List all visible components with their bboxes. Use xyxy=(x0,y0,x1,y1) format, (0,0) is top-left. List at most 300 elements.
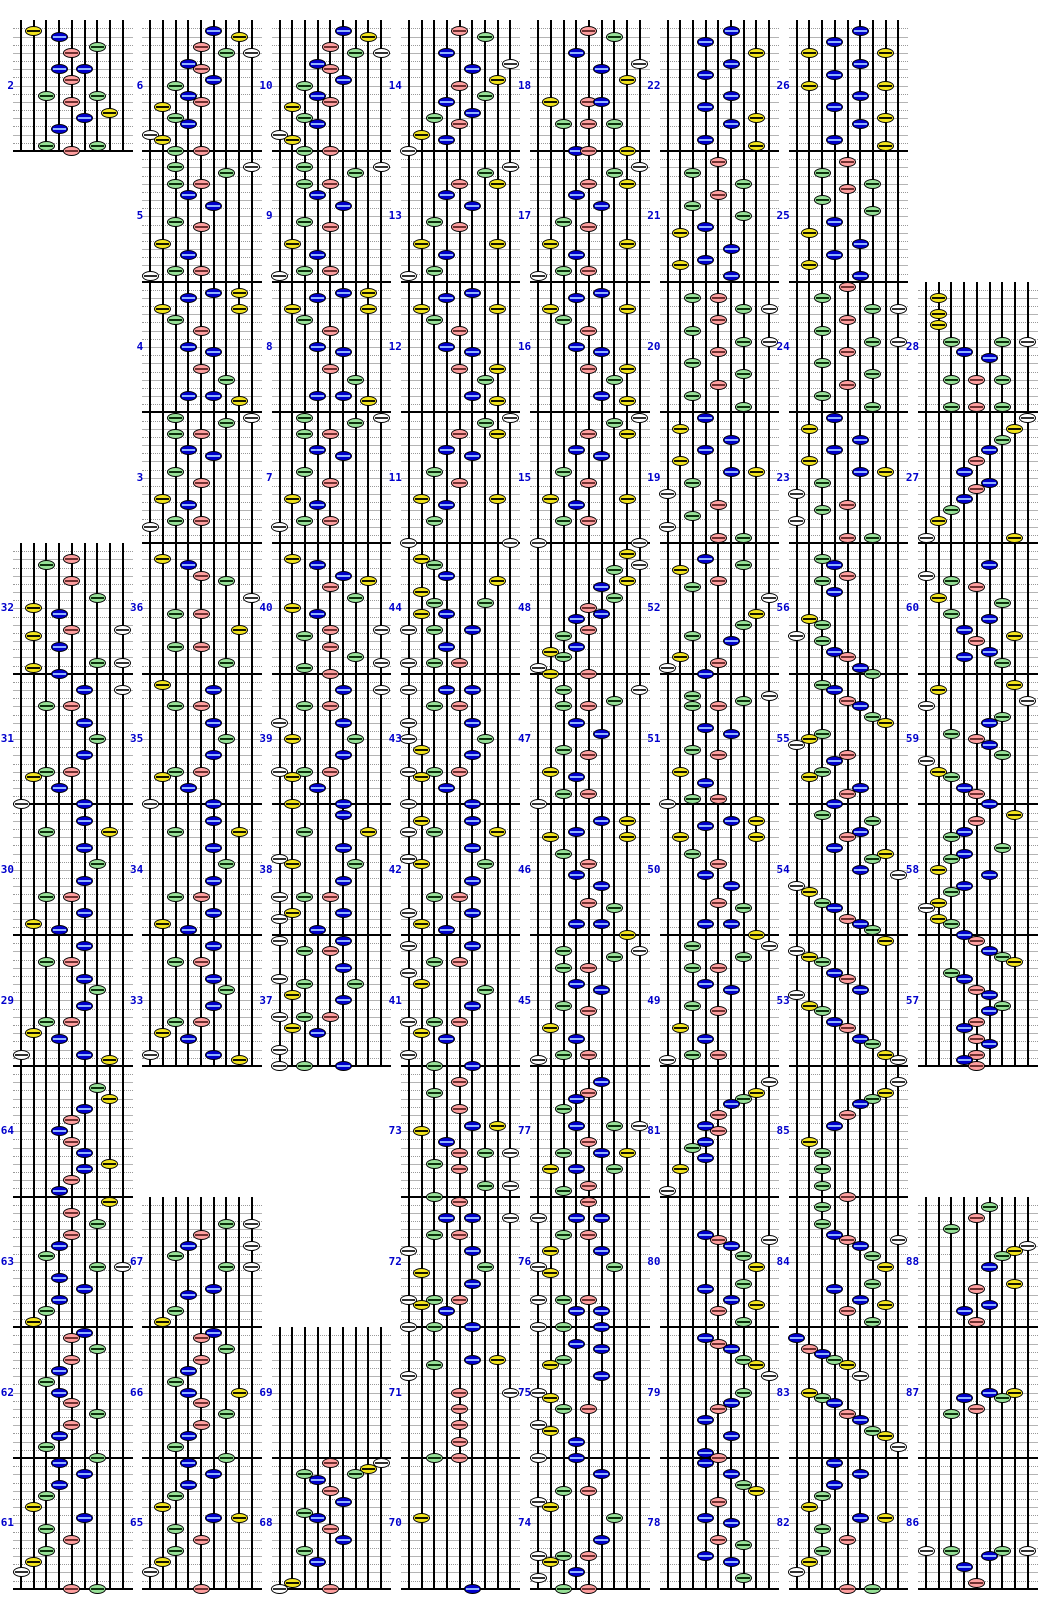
bead-stripe xyxy=(15,803,28,805)
bead-g xyxy=(814,576,831,586)
bead-stripe xyxy=(195,1402,208,1404)
string-line xyxy=(847,1066,849,1197)
bead-g xyxy=(814,1006,831,1016)
grid-line xyxy=(789,225,909,226)
bead-p xyxy=(193,326,210,336)
grid-line xyxy=(272,666,392,667)
bead-p xyxy=(63,1333,80,1343)
bead-w xyxy=(271,1584,288,1594)
bead-stripe xyxy=(983,744,996,746)
bead-p xyxy=(451,26,468,36)
grid-line xyxy=(660,290,780,291)
bead-stripe xyxy=(440,929,453,931)
bead-p xyxy=(63,892,80,902)
bead-p xyxy=(451,1420,468,1430)
bead-stripe xyxy=(828,1021,841,1023)
grid-line xyxy=(530,290,650,291)
bead-stripe xyxy=(737,183,750,185)
bead-stripe xyxy=(712,1239,725,1241)
bead-g xyxy=(38,1491,55,1501)
bead-b xyxy=(593,816,610,826)
string-line xyxy=(575,1066,577,1197)
string-line xyxy=(1027,674,1029,805)
bead-stripe xyxy=(116,662,129,664)
grid-line xyxy=(660,1229,780,1230)
bead-stripe xyxy=(298,319,311,321)
string-line xyxy=(950,935,952,1066)
bead-w xyxy=(918,701,935,711)
measure-number: 6 xyxy=(136,78,144,92)
bead-stripe xyxy=(544,1250,557,1252)
bead-b xyxy=(335,75,352,85)
bead-b xyxy=(76,843,93,853)
grid-line xyxy=(272,568,392,569)
string-line xyxy=(808,543,810,674)
grid-line xyxy=(272,698,392,699)
bead-stripe xyxy=(78,754,91,756)
bead-b xyxy=(438,190,455,200)
bead-stripe xyxy=(816,172,829,174)
string-line xyxy=(834,412,836,543)
bead-stripe xyxy=(544,308,557,310)
bead-stripe xyxy=(402,689,415,691)
measure-number: 85 xyxy=(776,1124,790,1138)
bead-stripe xyxy=(557,793,570,795)
grid-line xyxy=(918,1556,1038,1557)
string-line xyxy=(1001,1458,1003,1589)
bead-p xyxy=(193,1355,210,1365)
bead-y xyxy=(284,603,301,613)
bead-stripe xyxy=(298,1016,311,1018)
bead-stripe xyxy=(182,395,195,397)
bead-stripe xyxy=(674,771,687,773)
bead-b xyxy=(205,201,222,211)
string-line xyxy=(859,935,861,1066)
bead-w xyxy=(631,560,648,570)
measure-number: 87 xyxy=(905,1385,920,1399)
grid-line xyxy=(660,126,780,127)
bead-stripe xyxy=(621,580,634,582)
string-line xyxy=(613,1458,615,1589)
string-line xyxy=(796,151,798,282)
string-line xyxy=(1014,935,1016,1066)
grid-line xyxy=(401,715,521,716)
string-line xyxy=(187,20,189,151)
grid-line xyxy=(789,28,909,29)
bead-b xyxy=(309,925,326,935)
string-line xyxy=(950,1327,952,1458)
string-line xyxy=(1014,282,1016,413)
bead-stripe xyxy=(65,580,78,582)
bead-y xyxy=(25,603,42,613)
string-line xyxy=(575,935,577,1066)
string-line xyxy=(329,674,331,805)
grid-line xyxy=(401,1344,521,1345)
grid-line xyxy=(918,559,1038,560)
bead-stripe xyxy=(286,498,299,500)
grid-line xyxy=(530,1376,650,1377)
bead-stripe xyxy=(854,1517,867,1519)
string-line xyxy=(537,935,539,1066)
bead-stripe xyxy=(402,1326,415,1328)
bead-p xyxy=(322,642,339,652)
bead-stripe xyxy=(879,1054,892,1056)
bead-stripe xyxy=(491,243,504,245)
string-line xyxy=(225,805,227,936)
bead-b xyxy=(180,500,197,510)
bead-stripe xyxy=(337,30,350,32)
grid-line xyxy=(401,1483,521,1484)
bead-stripe xyxy=(737,564,750,566)
bead-stripe xyxy=(53,128,66,130)
bead-stripe xyxy=(699,1141,712,1143)
grid-line xyxy=(272,461,392,462)
grid-line xyxy=(789,135,909,136)
bead-stripe xyxy=(828,1359,841,1361)
bead-stripe xyxy=(402,662,415,664)
bead-stripe xyxy=(324,520,337,522)
bead-stripe xyxy=(828,564,841,566)
grid-line xyxy=(530,1352,650,1353)
bead-stripe xyxy=(453,1201,466,1203)
bead-g xyxy=(943,375,960,385)
string-line xyxy=(808,1458,810,1589)
bead-stripe xyxy=(169,1310,182,1312)
grid-line xyxy=(530,715,650,716)
bead-stripe xyxy=(686,205,699,207)
string-line xyxy=(225,543,227,674)
string-line xyxy=(563,1066,565,1197)
bead-b xyxy=(697,222,714,232)
grid-line xyxy=(789,649,909,650)
bead-stripe xyxy=(686,945,699,947)
bead-b xyxy=(51,1034,68,1044)
grid-line xyxy=(142,1409,262,1410)
grid-line xyxy=(918,1311,1038,1312)
grid-line xyxy=(401,1319,521,1320)
bead-w xyxy=(761,1371,778,1381)
string-line xyxy=(459,151,461,282)
bead-p xyxy=(580,1181,597,1191)
bead-y xyxy=(877,1431,894,1441)
bead-stripe xyxy=(996,379,1009,381)
bead-p xyxy=(839,533,856,543)
bead-b xyxy=(335,963,352,973)
grid-line xyxy=(272,747,392,748)
bead-b xyxy=(309,391,326,401)
bead-g xyxy=(167,162,184,172)
bead-y xyxy=(489,304,506,314)
bead-stripe xyxy=(582,520,595,522)
string-line xyxy=(550,674,552,805)
bead-stripe xyxy=(182,929,195,931)
measure-number: 5 xyxy=(136,209,144,223)
grid-line xyxy=(918,927,1038,928)
bead-stripe xyxy=(466,754,479,756)
bead-stripe xyxy=(233,831,246,833)
bead-stripe xyxy=(324,629,337,631)
measure-number: 10 xyxy=(259,78,273,92)
bead-stripe xyxy=(699,1038,712,1040)
grid-line xyxy=(13,723,133,724)
grid-line xyxy=(13,1131,133,1132)
bead-stripe xyxy=(453,896,466,898)
grid-line xyxy=(660,372,780,373)
bead-stripe xyxy=(582,705,595,707)
string-line xyxy=(279,282,281,413)
grid-line xyxy=(13,1499,133,1500)
grid-line xyxy=(272,1556,392,1557)
bead-y xyxy=(877,718,894,728)
bead-b xyxy=(180,190,197,200)
bead-b xyxy=(76,1513,93,1523)
grid-line xyxy=(530,960,650,961)
bead-stripe xyxy=(491,308,504,310)
measure-number: 39 xyxy=(259,732,273,746)
string-line xyxy=(71,20,73,151)
bead-y xyxy=(619,179,636,189)
grid-line xyxy=(660,249,780,250)
bead-stripe xyxy=(337,205,350,207)
grid-line xyxy=(272,322,392,323)
grid-line xyxy=(401,355,521,356)
bead-stripe xyxy=(866,373,879,375)
bead-stripe xyxy=(958,787,971,789)
string-line xyxy=(872,1458,874,1589)
bead-y xyxy=(1006,1279,1023,1289)
grid-line xyxy=(142,984,262,985)
bead-g xyxy=(864,206,881,216)
bead-stripe xyxy=(712,580,725,582)
bead-stripe xyxy=(737,373,750,375)
bead-stripe xyxy=(78,117,91,119)
string-line xyxy=(279,1458,281,1589)
grid-line xyxy=(530,527,650,528)
bead-stripe xyxy=(65,1539,78,1541)
bead-stripe xyxy=(570,1310,583,1312)
grid-line xyxy=(401,1335,521,1336)
bead-b xyxy=(956,467,973,477)
string-line xyxy=(162,674,164,805)
grid-line xyxy=(530,1442,650,1443)
bead-y xyxy=(672,424,689,434)
bead-b xyxy=(956,1306,973,1316)
bead-stripe xyxy=(841,1364,854,1366)
bead-stripe xyxy=(725,63,738,65)
bead-stripe xyxy=(428,629,441,631)
bead-stripe xyxy=(725,30,738,32)
grid-line xyxy=(660,404,780,405)
bead-y xyxy=(748,1300,765,1310)
bead-stripe xyxy=(156,243,169,245)
measure-number: 60 xyxy=(905,601,920,615)
bead-b xyxy=(180,1388,197,1398)
bead-y xyxy=(877,48,894,58)
grid-line xyxy=(13,568,133,569)
bead-stripe xyxy=(725,248,738,250)
bead-stripe xyxy=(699,106,712,108)
string-line xyxy=(976,935,978,1066)
bead-stripe xyxy=(686,1005,699,1007)
bead-g xyxy=(296,1546,313,1556)
measure-number: 19 xyxy=(647,470,661,484)
string-line xyxy=(859,1327,861,1458)
bead-stripe xyxy=(428,1299,441,1301)
grid-line xyxy=(789,1319,909,1320)
bead-stripe xyxy=(712,1501,725,1503)
grid-line xyxy=(530,592,650,593)
bead-p xyxy=(193,266,210,276)
bead-g xyxy=(167,81,184,91)
bead-b xyxy=(981,1300,998,1310)
bead-stripe xyxy=(182,1462,195,1464)
bead-stripe xyxy=(195,771,208,773)
grid-line xyxy=(13,1442,133,1443)
bead-p xyxy=(451,1437,468,1447)
bead-p xyxy=(968,1284,985,1294)
bead-w xyxy=(761,1077,778,1087)
bead-stripe xyxy=(582,607,595,609)
bead-stripe xyxy=(402,1250,415,1252)
bead-g xyxy=(296,979,313,989)
measure-number: 86 xyxy=(905,1516,920,1530)
string-line xyxy=(859,282,861,413)
grid-line xyxy=(13,61,133,62)
measure-number: 14 xyxy=(388,78,402,92)
bead-stripe xyxy=(737,308,750,310)
bead-stripe xyxy=(816,1168,829,1170)
bead-stripe xyxy=(699,417,712,419)
bead-y xyxy=(672,565,689,575)
bead-p xyxy=(451,179,468,189)
string-line xyxy=(808,282,810,413)
measure-number: 43 xyxy=(388,732,402,746)
grid-line xyxy=(660,176,780,177)
bead-b xyxy=(438,342,455,352)
bead-b xyxy=(568,1306,585,1316)
bead-stripe xyxy=(582,1408,595,1410)
bead-stripe xyxy=(633,417,646,419)
bead-stripe xyxy=(712,504,725,506)
grid-line xyxy=(789,1205,909,1206)
bead-y xyxy=(154,554,171,564)
string-line xyxy=(459,674,461,805)
bead-stripe xyxy=(595,586,608,588)
bead-b xyxy=(593,201,610,211)
bead-y xyxy=(154,304,171,314)
bead-b xyxy=(568,1339,585,1349)
bead-stripe xyxy=(453,961,466,963)
bead-y xyxy=(1006,424,1023,434)
bead-stripe xyxy=(557,656,570,658)
grid-line xyxy=(918,911,1038,912)
bead-stripe xyxy=(582,433,595,435)
bead-stripe xyxy=(298,520,311,522)
bead-b xyxy=(697,1034,714,1044)
bead-stripe xyxy=(892,1446,905,1448)
bead-stripe xyxy=(169,221,182,223)
bead-y xyxy=(672,260,689,270)
bead-b xyxy=(76,685,93,695)
bead-p xyxy=(710,1050,727,1060)
bead-stripe xyxy=(27,607,40,609)
string-line xyxy=(408,543,410,674)
bead-b xyxy=(51,642,68,652)
bead-b xyxy=(697,413,714,423)
bead-stripe xyxy=(803,232,816,234)
bead-w xyxy=(502,162,519,172)
bead-stripe xyxy=(273,275,286,277)
bead-stripe xyxy=(504,417,517,419)
bead-stripe xyxy=(273,896,286,898)
bead-stripe xyxy=(674,569,687,571)
grid-line xyxy=(13,1572,133,1573)
bead-stripe xyxy=(570,1571,583,1573)
bead-b xyxy=(76,1104,93,1114)
grid-line xyxy=(13,1352,133,1353)
grid-line xyxy=(530,143,650,144)
bead-stripe xyxy=(402,831,415,833)
grid-line xyxy=(13,1156,133,1157)
bead-b xyxy=(852,59,869,69)
bead-stripe xyxy=(920,1550,933,1552)
bead-stripe xyxy=(725,439,738,441)
grid-line xyxy=(272,1507,392,1508)
bead-g xyxy=(684,963,701,973)
bead-b xyxy=(593,391,610,401)
grid-line xyxy=(918,1532,1038,1533)
grid-line xyxy=(272,1352,392,1353)
bead-b xyxy=(593,985,610,995)
bead-stripe xyxy=(699,1337,712,1339)
bead-p xyxy=(580,1551,597,1561)
string-line xyxy=(872,282,874,413)
bead-b xyxy=(593,1469,610,1479)
grid-line xyxy=(918,747,1038,748)
grid-line xyxy=(660,135,780,136)
grid-line xyxy=(272,788,392,789)
bead-g xyxy=(684,745,701,755)
string-line xyxy=(162,805,164,936)
grid-line xyxy=(272,126,392,127)
bead-p xyxy=(451,957,468,967)
bead-b xyxy=(981,560,998,570)
bead-stripe xyxy=(466,820,479,822)
grid-line xyxy=(13,854,133,855)
string-line xyxy=(213,412,215,543)
bead-g xyxy=(167,1377,184,1387)
bead-stripe xyxy=(1021,341,1034,343)
measure-panel xyxy=(918,1458,1038,1589)
string-line xyxy=(317,151,319,282)
bead-stripe xyxy=(816,814,829,816)
measure-number: 41 xyxy=(388,993,402,1007)
bead-stripe xyxy=(932,520,945,522)
bead-stripe xyxy=(1008,684,1021,686)
bead-w xyxy=(114,658,131,668)
bead-b xyxy=(464,1246,481,1256)
grid-line xyxy=(918,854,1038,855)
bead-stripe xyxy=(712,1054,725,1056)
bead-stripe xyxy=(402,1375,415,1377)
string-line xyxy=(355,412,357,543)
grid-line xyxy=(660,486,780,487)
string-line xyxy=(459,805,461,936)
bead-stripe xyxy=(504,542,517,544)
bead-stripe xyxy=(311,787,324,789)
grid-line xyxy=(918,1237,1038,1238)
bead-y xyxy=(231,304,248,314)
